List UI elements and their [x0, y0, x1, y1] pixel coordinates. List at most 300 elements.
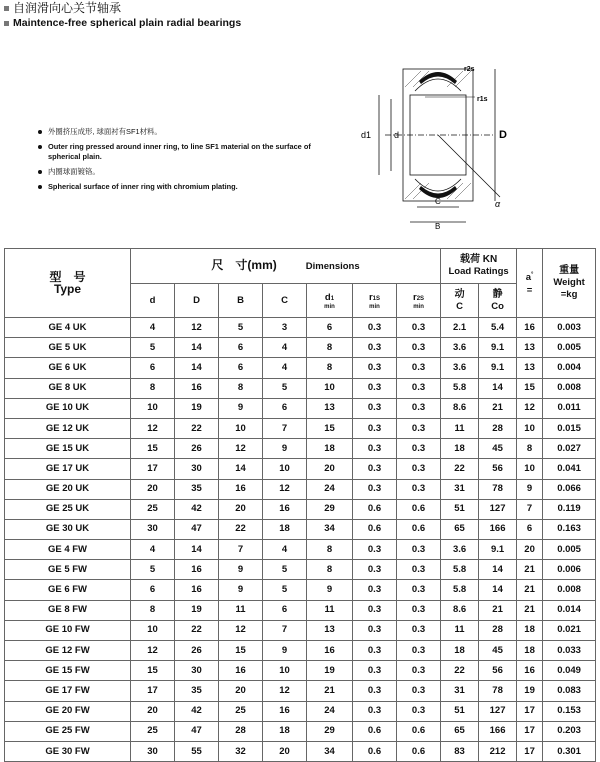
cell-type: GE 17 FW	[5, 681, 131, 701]
table-row	[5, 701, 596, 721]
cell-B: 9	[219, 580, 263, 600]
cell-type: GE 20 UK	[5, 479, 131, 499]
cell-weight: 0.027	[543, 439, 596, 459]
cell-d1: 9	[307, 580, 353, 600]
bullet-dot-icon	[38, 145, 42, 149]
cell-C: 7	[263, 418, 307, 438]
cell-dynamic-c: 22	[441, 661, 479, 681]
cell-static-co: 45	[479, 641, 517, 661]
col-r2s-header	[397, 284, 441, 318]
cell-weight: 0.203	[543, 721, 596, 741]
cell-d1: 19	[307, 661, 353, 681]
cell-angle: 8	[517, 439, 543, 459]
cell-type: GE 15 FW	[5, 661, 131, 681]
cell-type: GE 10 UK	[5, 398, 131, 418]
table-row	[5, 741, 596, 761]
cell-B: 28	[219, 721, 263, 741]
feature-notes	[38, 127, 338, 197]
cell-dynamic-c: 31	[441, 479, 479, 499]
cell-D: 22	[175, 620, 219, 640]
cell-d1: 34	[307, 519, 353, 539]
cell-angle: 6	[517, 519, 543, 539]
cell-d1: 29	[307, 499, 353, 519]
cell-d: 10	[131, 398, 175, 418]
cell-D: 26	[175, 439, 219, 459]
cell-dynamic-c: 11	[441, 418, 479, 438]
cell-d: 8	[131, 378, 175, 398]
cell-weight: 0.066	[543, 479, 596, 499]
cell-d1: 8	[307, 338, 353, 358]
bullet-dot-icon	[38, 170, 42, 174]
label-D: D	[499, 129, 507, 141]
cell-B: 12	[219, 439, 263, 459]
cell-r1s: 0.3	[353, 479, 397, 499]
type-header-en: Type	[53, 282, 82, 296]
cell-type: GE 30 FW	[5, 741, 131, 761]
cell-d1: 11	[307, 600, 353, 620]
cell-type: GE 12 UK	[5, 418, 131, 438]
cell-r1s: 0.3	[353, 701, 397, 721]
cell-d: 30	[131, 519, 175, 539]
cell-type: GE 4 UK	[5, 318, 131, 338]
cell-angle: 13	[517, 338, 543, 358]
cell-dynamic-c: 51	[441, 701, 479, 721]
cell-static-co: 28	[479, 418, 517, 438]
static-en: Co	[491, 300, 504, 312]
cell-d1: 18	[307, 439, 353, 459]
cell-r1s: 0.6	[353, 499, 397, 519]
cell-d1: 15	[307, 418, 353, 438]
table-row	[5, 540, 596, 560]
cell-angle: 17	[517, 721, 543, 741]
cell-B: 12	[219, 620, 263, 640]
cell-d1: 24	[307, 479, 353, 499]
cell-r1s: 0.6	[353, 741, 397, 761]
cell-C: 4	[263, 540, 307, 560]
weight-header-en: Weight	[553, 277, 585, 288]
cell-static-co: 127	[479, 701, 517, 721]
angle-degree: °	[531, 272, 534, 279]
cell-type: GE 25 UK	[5, 499, 131, 519]
cell-B: 16	[219, 479, 263, 499]
cell-B: 20	[219, 499, 263, 519]
table-row	[5, 418, 596, 438]
cell-r1s: 0.3	[353, 600, 397, 620]
cell-weight: 0.011	[543, 398, 596, 418]
col-static-header	[479, 284, 517, 318]
cell-static-co: 14	[479, 378, 517, 398]
r2s-subscript: 2S	[416, 295, 425, 302]
cell-type: GE 6 UK	[5, 358, 131, 378]
cell-static-co: 21	[479, 398, 517, 418]
cell-d1: 8	[307, 358, 353, 378]
angle-symbol: a	[525, 272, 532, 284]
cell-static-co: 21	[479, 600, 517, 620]
cell-C: 6	[263, 398, 307, 418]
cell-static-co: 78	[479, 681, 517, 701]
type-header	[5, 249, 131, 318]
table-row	[5, 499, 596, 519]
cell-weight: 0.014	[543, 600, 596, 620]
cell-weight: 0.021	[543, 620, 596, 640]
cell-static-co: 56	[479, 459, 517, 479]
cell-d: 8	[131, 600, 175, 620]
label-B: B	[435, 222, 441, 231]
cell-dynamic-c: 2.1	[441, 318, 479, 338]
cell-r2s: 0.6	[397, 721, 441, 741]
cell-d1: 24	[307, 701, 353, 721]
cell-d: 25	[131, 721, 175, 741]
cell-weight: 0.049	[543, 661, 596, 681]
cell-weight: 0.008	[543, 580, 596, 600]
cell-angle: 9	[517, 479, 543, 499]
cell-C: 5	[263, 580, 307, 600]
cell-C: 18	[263, 519, 307, 539]
cell-d: 17	[131, 459, 175, 479]
cell-d1: 29	[307, 721, 353, 741]
cell-B: 11	[219, 600, 263, 620]
cell-type: GE 15 UK	[5, 439, 131, 459]
cell-B: 20	[219, 681, 263, 701]
table-row	[5, 620, 596, 640]
cell-weight: 0.006	[543, 560, 596, 580]
cell-type: GE 4 FW	[5, 540, 131, 560]
cell-weight: 0.041	[543, 459, 596, 479]
cell-D: 14	[175, 338, 219, 358]
cell-C: 20	[263, 741, 307, 761]
label-C: C	[435, 197, 441, 206]
cell-D: 14	[175, 540, 219, 560]
table-row	[5, 358, 596, 378]
square-bullet-icon	[4, 6, 9, 11]
cell-weight: 0.015	[543, 418, 596, 438]
cell-static-co: 5.4	[479, 318, 517, 338]
cell-C: 9	[263, 439, 307, 459]
cell-D: 22	[175, 418, 219, 438]
spec-table-body	[5, 318, 596, 762]
table-row	[5, 560, 596, 580]
note-item	[38, 167, 338, 177]
cell-d: 6	[131, 580, 175, 600]
cell-type: GE 30 UK	[5, 519, 131, 539]
cell-static-co: 28	[479, 620, 517, 640]
cell-r2s: 0.3	[397, 600, 441, 620]
sf1-liner-top	[419, 72, 457, 84]
cell-r2s: 0.3	[397, 418, 441, 438]
cell-d: 20	[131, 701, 175, 721]
cell-angle: 21	[517, 580, 543, 600]
r2s-symbol: r	[413, 291, 417, 303]
cell-r1s: 0.3	[353, 338, 397, 358]
cell-d: 15	[131, 439, 175, 459]
table-row	[5, 519, 596, 539]
cell-static-co: 14	[479, 560, 517, 580]
cell-angle: 16	[517, 661, 543, 681]
cell-dynamic-c: 22	[441, 459, 479, 479]
cell-r2s: 0.3	[397, 358, 441, 378]
cell-r2s: 0.3	[397, 580, 441, 600]
cell-angle: 12	[517, 398, 543, 418]
cell-weight: 0.119	[543, 499, 596, 519]
tilt-angle-line	[438, 135, 500, 197]
cell-B: 9	[219, 398, 263, 418]
cell-r1s: 0.3	[353, 661, 397, 681]
cell-type: GE 5 UK	[5, 338, 131, 358]
cell-weight: 0.033	[543, 641, 596, 661]
cell-dynamic-c: 11	[441, 620, 479, 640]
cell-static-co: 78	[479, 479, 517, 499]
cell-weight: 0.004	[543, 358, 596, 378]
cell-r1s: 0.3	[353, 398, 397, 418]
cell-r2s: 0.3	[397, 681, 441, 701]
r1s-symbol: r	[368, 291, 373, 303]
cell-d1: 20	[307, 459, 353, 479]
cell-r1s: 0.3	[353, 681, 397, 701]
col-r1s-header	[353, 284, 397, 318]
cell-weight: 0.083	[543, 681, 596, 701]
cell-D: 30	[175, 661, 219, 681]
cell-static-co: 9.1	[479, 540, 517, 560]
cell-r1s: 0.3	[353, 459, 397, 479]
d1-symbol: d	[324, 291, 331, 303]
table-row	[5, 721, 596, 741]
cell-angle: 17	[517, 701, 543, 721]
cell-r1s: 0.3	[353, 418, 397, 438]
col-C-header: C	[263, 284, 307, 318]
table-row	[5, 439, 596, 459]
dimensions-header-en: Dimensions	[305, 261, 360, 272]
cell-D: 42	[175, 701, 219, 721]
cell-d: 20	[131, 479, 175, 499]
cell-dynamic-c: 83	[441, 741, 479, 761]
col-d1-header	[307, 284, 353, 318]
cell-r1s: 0.3	[353, 378, 397, 398]
cell-angle: 21	[517, 600, 543, 620]
cell-C: 10	[263, 459, 307, 479]
cell-d1: 13	[307, 398, 353, 418]
title-cn-text: 自润滑向心关节轴承	[13, 1, 122, 15]
cell-d: 5	[131, 560, 175, 580]
bearing-spec-table	[4, 248, 596, 762]
cell-r2s: 0.6	[397, 499, 441, 519]
cell-r2s: 0.3	[397, 620, 441, 640]
cell-angle: 18	[517, 641, 543, 661]
cell-C: 6	[263, 600, 307, 620]
cell-weight: 0.153	[543, 701, 596, 721]
cell-d: 4	[131, 540, 175, 560]
cell-d1: 13	[307, 620, 353, 640]
cell-r1s: 0.6	[353, 519, 397, 539]
dimensions-header	[131, 249, 441, 284]
label-r1s: r1s	[477, 96, 488, 103]
title-en-text: Maintence-free spherical plain radial bearings	[13, 17, 242, 29]
d1-subscript: 1	[330, 295, 335, 302]
page-title-cn	[4, 2, 121, 14]
cell-r2s: 0.3	[397, 540, 441, 560]
cell-angle: 19	[517, 681, 543, 701]
cell-type: GE 20 FW	[5, 701, 131, 721]
cell-dynamic-c: 65	[441, 721, 479, 741]
cell-C: 7	[263, 620, 307, 640]
bullet-dot-icon	[38, 130, 42, 134]
cell-r2s: 0.3	[397, 661, 441, 681]
cell-B: 6	[219, 338, 263, 358]
cell-C: 4	[263, 338, 307, 358]
cell-angle: 18	[517, 620, 543, 640]
cell-r2s: 0.3	[397, 701, 441, 721]
cell-r2s: 0.6	[397, 519, 441, 539]
col-dynamic-header	[441, 284, 479, 318]
cell-r2s: 0.3	[397, 318, 441, 338]
note-text: Outer ring pressed around inner ring, to line SF1 material on the surface of spherical plain.	[48, 142, 311, 161]
cell-d1: 8	[307, 560, 353, 580]
cell-d: 17	[131, 681, 175, 701]
cell-B: 22	[219, 519, 263, 539]
cell-r2s: 0.6	[397, 741, 441, 761]
cell-angle: 10	[517, 418, 543, 438]
cell-B: 8	[219, 378, 263, 398]
cell-B: 16	[219, 661, 263, 681]
cell-dynamic-c: 31	[441, 681, 479, 701]
cell-d1: 10	[307, 378, 353, 398]
cell-r2s: 0.3	[397, 338, 441, 358]
cell-B: 15	[219, 641, 263, 661]
cell-C: 12	[263, 479, 307, 499]
table-row	[5, 580, 596, 600]
cell-r1s: 0.3	[353, 358, 397, 378]
cell-dynamic-c: 3.6	[441, 358, 479, 378]
cell-r1s: 0.6	[353, 721, 397, 741]
cell-type: GE 6 FW	[5, 580, 131, 600]
load-header-en: Load Ratings	[448, 266, 509, 277]
cell-d1: 34	[307, 741, 353, 761]
cell-d: 25	[131, 499, 175, 519]
cell-d: 15	[131, 661, 175, 681]
cell-r2s: 0.3	[397, 641, 441, 661]
cell-dynamic-c: 3.6	[441, 540, 479, 560]
cell-C: 16	[263, 499, 307, 519]
cell-d: 10	[131, 620, 175, 640]
page-title-en	[4, 17, 241, 29]
cell-C: 12	[263, 681, 307, 701]
cell-static-co: 9.1	[479, 338, 517, 358]
cell-static-co: 166	[479, 519, 517, 539]
cell-D: 47	[175, 519, 219, 539]
cell-B: 6	[219, 358, 263, 378]
cell-r2s: 0.3	[397, 560, 441, 580]
cell-r1s: 0.3	[353, 620, 397, 640]
cell-angle: 16	[517, 318, 543, 338]
static-cn: 静	[492, 288, 503, 300]
note-item	[38, 127, 338, 137]
table-row	[5, 459, 596, 479]
cell-type: GE 8 FW	[5, 600, 131, 620]
cell-D: 16	[175, 378, 219, 398]
cell-weight: 0.301	[543, 741, 596, 761]
col-B-header: B	[219, 284, 263, 318]
note-text: 内圈球面镀铬。	[48, 167, 100, 176]
cell-C: 9	[263, 641, 307, 661]
cell-dynamic-c: 5.8	[441, 378, 479, 398]
cell-angle: 17	[517, 741, 543, 761]
cell-dynamic-c: 3.6	[441, 338, 479, 358]
table-row	[5, 398, 596, 418]
note-item	[38, 182, 338, 192]
cell-C: 4	[263, 358, 307, 378]
dynamic-cn: 动	[454, 288, 465, 300]
cell-C: 18	[263, 721, 307, 741]
cell-d1: 21	[307, 681, 353, 701]
cell-B: 5	[219, 318, 263, 338]
cell-B: 14	[219, 459, 263, 479]
cell-dynamic-c: 65	[441, 519, 479, 539]
weight-header-cn: 重量	[559, 265, 580, 276]
cell-r1s: 0.3	[353, 641, 397, 661]
cell-r1s: 0.3	[353, 318, 397, 338]
cell-d: 30	[131, 741, 175, 761]
note-text: Spherical surface of inner ring with chromium plating.	[48, 182, 238, 191]
cell-r2s: 0.3	[397, 439, 441, 459]
cell-dynamic-c: 8.6	[441, 600, 479, 620]
angle-header	[517, 249, 543, 318]
cell-d: 6	[131, 358, 175, 378]
cell-r2s: 0.3	[397, 398, 441, 418]
label-d: d	[394, 130, 400, 140]
cell-r2s: 0.3	[397, 378, 441, 398]
cell-r2s: 0.3	[397, 479, 441, 499]
cell-B: 32	[219, 741, 263, 761]
cell-D: 47	[175, 721, 219, 741]
cell-angle: 7	[517, 499, 543, 519]
cell-weight: 0.005	[543, 338, 596, 358]
angle-eq: =	[526, 284, 533, 296]
bearing-cross-section-diagram	[355, 57, 530, 232]
weight-header-unit: =kg	[560, 289, 578, 300]
cell-d1: 6	[307, 318, 353, 338]
cell-r1s: 0.3	[353, 439, 397, 459]
cell-static-co: 212	[479, 741, 517, 761]
d1-min: min	[324, 303, 335, 310]
cell-dynamic-c: 18	[441, 641, 479, 661]
cell-C: 3	[263, 318, 307, 338]
load-header-cn: 载荷 KN	[459, 254, 498, 265]
cell-D: 16	[175, 560, 219, 580]
cell-type: GE 12 FW	[5, 641, 131, 661]
cell-D: 35	[175, 681, 219, 701]
note-item	[38, 142, 338, 162]
cell-C: 5	[263, 378, 307, 398]
bullet-dot-icon	[38, 185, 42, 189]
note-text: 外圈挤压成形, 球面衬有SF1材料。	[48, 127, 162, 136]
cell-weight: 0.163	[543, 519, 596, 539]
cell-C: 5	[263, 560, 307, 580]
table-row	[5, 641, 596, 661]
cell-angle: 13	[517, 358, 543, 378]
cell-r2s: 0.3	[397, 459, 441, 479]
cell-weight: 0.008	[543, 378, 596, 398]
table-row	[5, 661, 596, 681]
cell-r1s: 0.3	[353, 580, 397, 600]
cell-angle: 20	[517, 540, 543, 560]
cell-r1s: 0.3	[353, 560, 397, 580]
cell-D: 12	[175, 318, 219, 338]
cell-D: 42	[175, 499, 219, 519]
cell-weight: 0.005	[543, 540, 596, 560]
col-d-header: d	[131, 284, 175, 318]
cell-angle: 15	[517, 378, 543, 398]
cell-C: 16	[263, 701, 307, 721]
table-row	[5, 600, 596, 620]
